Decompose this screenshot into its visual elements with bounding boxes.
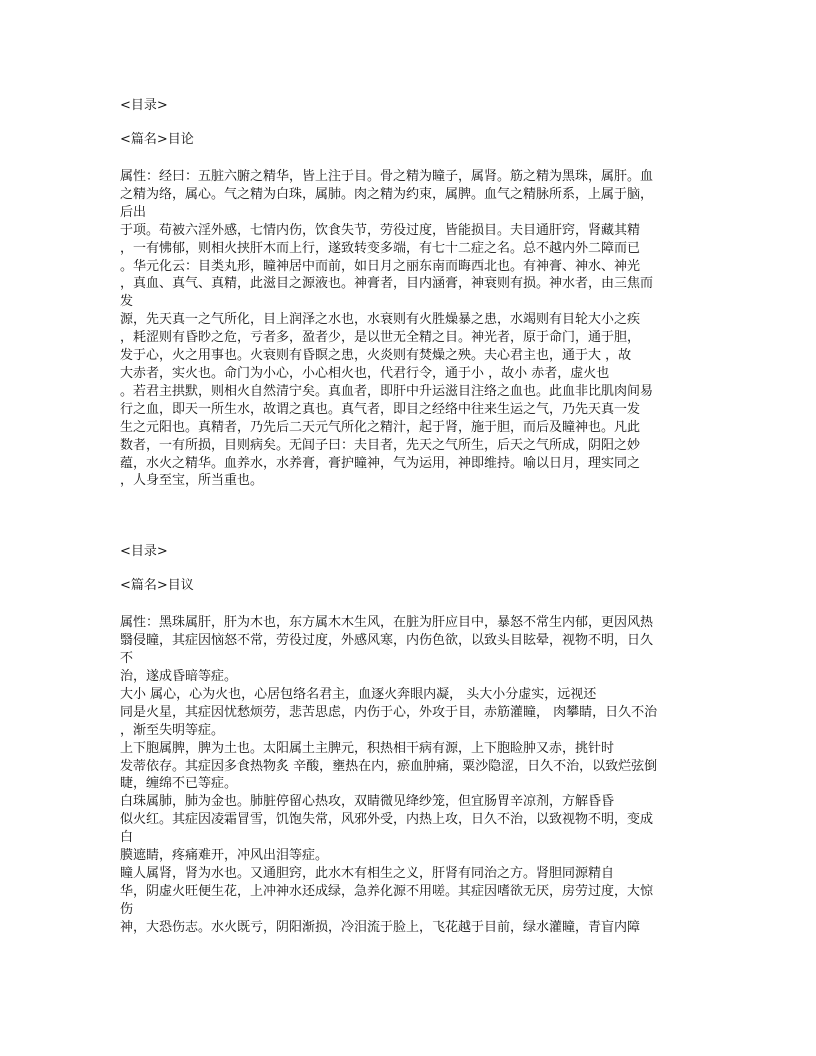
text-line: 属性：黑珠属肝，肝为木也，东方属木木生风，在脏为肝应目中，暴怒不常生内郁，更因风热	[120, 615, 654, 631]
text-line: 大小 属心，心为火也，心居包络名君主，血逐火奔眼内凝， 头大小分虚实，远视还	[120, 686, 597, 702]
text-line: 华，阴虚火旺便生花，上冲神水还成绿，急养化源不用嗟。其症因嗜欲无厌，房劳过度，大惊	[120, 883, 654, 899]
toc-label: <目录>	[120, 544, 168, 560]
text-line: ，一有怫郁，则相火挟肝木而上行，遂致转变多端，有七十二症之名。总不越内外二障而已	[120, 240, 641, 256]
text-line: ，耗涩则有昏眇之危，亏者多，盈者少，是以世无全精之目。神光者，原于命门，通于胆，	[120, 330, 641, 346]
text-line: 蕴，水火之精华。血养水，水养膏，膏护瞳神，气为运用，神即维持。喻以日月，理实同之	[120, 455, 641, 471]
chapter-body	[120, 168, 696, 490]
text-line: 白	[120, 830, 134, 846]
text-line: 发	[120, 294, 134, 310]
toc-label: <目录>	[120, 98, 168, 113]
text-line: 翳侵瞳，其症因恼怒不常，劳役过度，外感风寒，内伤色欲，以致头目眩晕，视物不明，日久	[120, 633, 654, 649]
text-line: 膜遮睛，疼痛难开，冲风出泪等症。	[120, 848, 329, 864]
text-line: ，真血、真气、真精，此滋目之源液也。神膏者，目内涵膏，神衰则有损。神水者，由三焦而	[120, 276, 654, 292]
text-line: 后出	[120, 204, 147, 220]
text-line: ，渐至失明等症。	[120, 722, 225, 738]
text-line: 。若君主拱默，则相火自然清宁矣。真血者，即肝中升运滋目注络之血也。此血非比肌肉间易	[120, 383, 654, 399]
section-muyi	[120, 542, 696, 936]
text-line: ，人身至宝，所当重也。	[120, 473, 264, 489]
text-line: 似火红。其症因凌霜冒雪，饥饱失常，风邪外受，内热上攻，日久不治，以致视物不明，变成	[120, 812, 654, 828]
text-line: 生之元阳也。真精者，乃先后二天元气所化之精汁，起于肾，施于胆，而后及瞳神也。凡此	[120, 419, 641, 435]
text-line: 。华元化云：目类丸形，瞳神居中而前，如日月之丽东南而晦西北也。有神膏、神水、神光	[120, 258, 641, 274]
text-line: 睫，缠绵不已等症。	[120, 776, 238, 792]
text-line: 发蒂依存。其症因多食热物炙 辛酸，壅热在内，瘀血肿痛，粟沙隐涩，日久不治，以致烂弦倒	[120, 758, 658, 774]
text-line: 属性：经曰：五脏六腑之精华，皆上注于目。骨之精为瞳子，属肾。筋之精为黑珠，属肝。血	[120, 169, 654, 184]
text-line: 上下胞属脾，脾为土也。太阳属土主脾元，积热相干病有源，上下胞睑肿又赤，挑针时	[120, 740, 615, 756]
document-page	[120, 96, 696, 937]
section-mulun	[120, 96, 696, 490]
text-line: 治，遂成昏暗等症。	[120, 669, 238, 685]
text-line: 瞳人属肾，肾为水也。又通胆窍，此水木有相生之义，肝肾有同治之方。肾胆同源精自	[120, 866, 615, 881]
text-line: 白珠属肺，肺为金也。肺脏停留心热攻，双睛微见绛纱笼，但宜肠胃辛凉剂，方解昏昏	[120, 794, 615, 810]
text-line: 大赤者，实火也。命门为小心，小心相火也，代君行令，通于小 ，故小 赤者，虚火也	[120, 365, 610, 381]
text-line: 伤	[120, 901, 134, 917]
text-line: 数者，一有所损，目则病矣。无闾子曰：夫目者，先天之气所生，后天之气所成，阴阳之妙	[120, 437, 641, 453]
chapter-title: <篇名>目议	[120, 578, 194, 594]
text-line: 不	[120, 651, 134, 667]
text-line: 行之血，即天一所生水，故谓之真也。真气者，即目之经络中往来生运之气，乃先天真一发	[120, 401, 641, 417]
text-line: 发于心，火之用事也。火衰则有昏瞑之患，火炎则有焚燥之殃。夫心君主也，通于大 ，故	[120, 348, 632, 364]
chapter-title: <篇名>目论	[120, 132, 194, 147]
text-line: 于项。苟被六淫外感，七情内伤，饮食失节，劳役过度，皆能损目。夫目通肝窍，肾藏其精	[120, 222, 641, 238]
text-line: 同是火星，其症因忧愁烦劳，悲苦思虑，内伤于心，外攻于目，赤筋灌瞳， 肉攀睛，日久不治	[120, 704, 658, 720]
text-line: 源，先天真一之气所化，目上润泽之水也，水衰则有火胜燥暴之患，水竭则有目轮大小之疾	[120, 312, 641, 328]
text-line: 神，大恐伤志。水火既亏，阴阳渐损，冷泪流于脸上，飞花越于目前，绿水灌瞳，青盲内障	[120, 919, 641, 935]
chapter-body	[120, 614, 696, 936]
text-line: 之精为络，属心。气之精为白珠，属肺。肉之精为约束，属脾。血气之精脉所系，上属于脑，	[120, 186, 654, 202]
